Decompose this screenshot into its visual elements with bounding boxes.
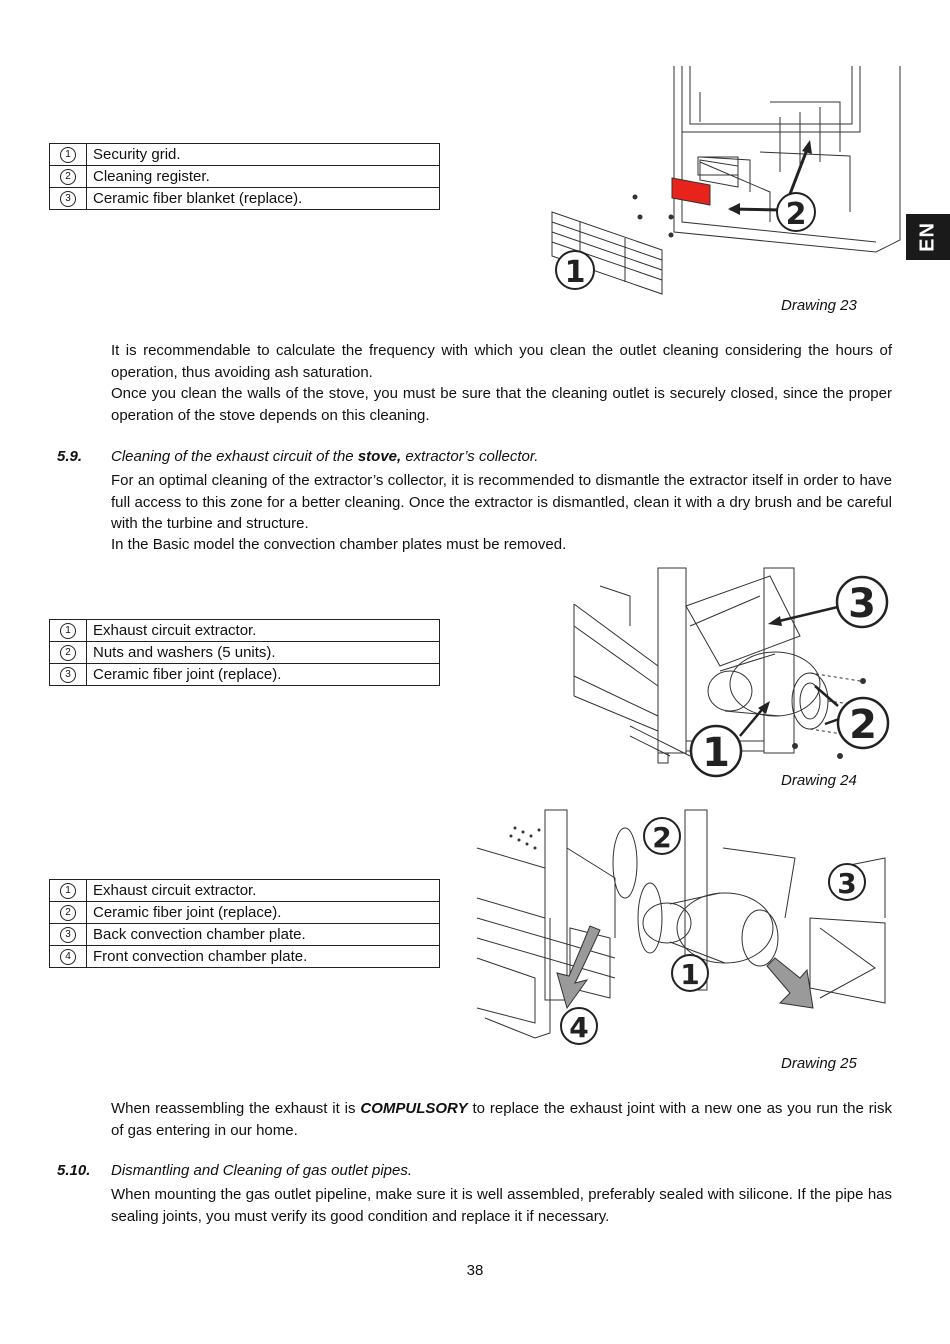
drawing-25-callout-1: [672, 955, 708, 991]
svg-text:3: 3: [848, 581, 876, 627]
legend-row: [50, 642, 440, 664]
drawing-24-callout-3: [837, 577, 887, 627]
compulsory-paragraph: When reassembling the exhaust it is COMPULSORY to replace the exhaust joint with a new one as you run the risk of gas entering in our home.: [111, 1100, 892, 1139]
legend-text: Back convection chamber plate.: [87, 924, 440, 946]
legend-row: [50, 664, 440, 686]
removal-arrow: [767, 958, 813, 1008]
svg-text:3: 3: [837, 867, 857, 900]
drawing-23-callout-2: [777, 193, 815, 232]
svg-text:1: 1: [564, 255, 586, 290]
drawing-25-callout-4: [561, 1008, 597, 1044]
drawing-25-illustration: [475, 808, 895, 1048]
language-tab-label: EN: [916, 222, 939, 252]
body-paragraph: In the Basic model the convection chamber plates must be removed.: [111, 536, 567, 553]
legend-table-drawing-23: [49, 143, 440, 210]
callout-number: 1: [60, 623, 76, 639]
language-tab: [906, 214, 950, 260]
callout-number: 1: [60, 883, 76, 899]
legend-text: Front convection chamber plate.: [87, 946, 440, 968]
legend-text: Cleaning register.: [87, 166, 440, 188]
callout-number: 3: [60, 667, 76, 683]
section-title: Dismantling and Cleaning of gas outlet pipes.: [111, 1162, 413, 1179]
drawing-23-caption: Drawing 23: [781, 297, 857, 314]
drawing-25-callout-3: [829, 864, 865, 900]
legend-row: [50, 880, 440, 902]
legend-table-drawing-25: [49, 879, 440, 968]
section-number: 5.9.: [57, 448, 83, 465]
legend-text: Nuts and washers (5 units).: [87, 642, 440, 664]
cleaning-register-highlight: [672, 178, 710, 205]
drawing-24-callout-2: [838, 698, 888, 748]
legend-row: [50, 620, 440, 642]
legend-row: [50, 188, 440, 210]
svg-text:2: 2: [849, 702, 877, 748]
legend-text: Exhaust circuit extractor.: [87, 880, 440, 902]
callout-number: 4: [60, 949, 76, 965]
svg-text:2: 2: [652, 821, 672, 854]
callout-number: 2: [60, 905, 76, 921]
legend-row: [50, 144, 440, 166]
body-paragraph: Once you clean the walls of the stove, you must be sure that the cleaning outlet is securely closed, since the proper operation of the stove depends on this cleaning.: [111, 385, 892, 424]
body-paragraph: It is recommendable to calculate the frequency with which you clean the outlet cleaning considering the hours of operation, thus avoiding ash saturation.: [111, 342, 892, 381]
callout-number: 2: [60, 169, 76, 185]
svg-text:2: 2: [785, 197, 807, 232]
legend-row: [50, 166, 440, 188]
legend-text: Ceramic fiber joint (replace).: [87, 664, 440, 686]
drawing-25-callout-2: [644, 818, 680, 854]
legend-text: Ceramic fiber joint (replace).: [87, 902, 440, 924]
removal-arrow: [557, 926, 600, 1008]
callout-number: 3: [60, 191, 76, 207]
drawing-24-callout-1: [691, 726, 741, 776]
callout-number: 1: [60, 147, 76, 163]
page-number: 38: [466, 1262, 484, 1279]
drawing-23-callout-1: [556, 251, 594, 290]
legend-table-drawing-24: [49, 619, 440, 686]
svg-text:1: 1: [702, 730, 730, 776]
drawing-24-illustration: [570, 566, 900, 780]
drawing-24-caption: Drawing 24: [781, 772, 857, 789]
svg-text:1: 1: [680, 958, 700, 991]
body-paragraph: For an optimal cleaning of the extractor’s collector, it is recommended to dismantle the extractor itself in order to have full access to this zone for a better cleaning. Once the extractor is dismantled, clean it with a dry brush and be careful with the turbine and structure.: [111, 472, 892, 532]
callout-number: 2: [60, 645, 76, 661]
body-paragraph: When mounting the gas outlet pipeline, make sure it is well assembled, preferably sealed with silicone. If the pipe has sealing joints, you must verify its good condition and replace it if necessary.: [111, 1186, 892, 1225]
legend-text: Security grid.: [87, 144, 440, 166]
legend-row: [50, 902, 440, 924]
legend-row: [50, 924, 440, 946]
legend-text: Exhaust circuit extractor.: [87, 620, 440, 642]
callout-number: 3: [60, 927, 76, 943]
svg-text:4: 4: [569, 1011, 589, 1044]
section-title: Cleaning of the exhaust circuit of the stove, extractor’s collector.: [111, 448, 539, 465]
drawing-23-illustration: [550, 62, 910, 297]
legend-row: [50, 946, 440, 968]
section-number: 5.10.: [57, 1162, 91, 1179]
legend-text: Ceramic fiber blanket (replace).: [87, 188, 440, 210]
drawing-25-caption: Drawing 25: [781, 1055, 857, 1072]
